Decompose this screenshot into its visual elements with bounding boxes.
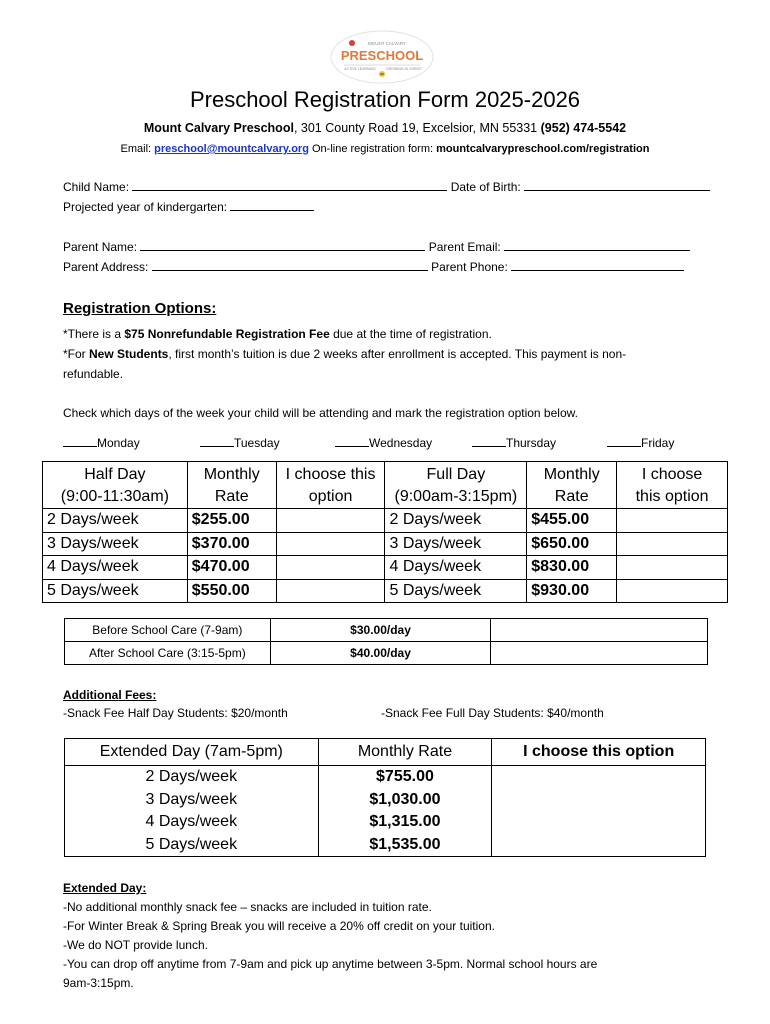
- care-label-cell: After School Care (3:15-5pm): [65, 642, 271, 665]
- tuesday-label: Tuesday: [234, 436, 280, 450]
- day-friday[interactable]: [607, 435, 674, 451]
- full-choose-title-2: this option: [635, 488, 709, 505]
- full-rate-cell: $930.00: [527, 579, 617, 603]
- email-link[interactable]: preschool@mountcalvary.org: [154, 143, 309, 155]
- half-choose-title-1: I choose this: [285, 466, 376, 483]
- fee-amount: $75 Nonrefundable Registration Fee: [124, 327, 330, 341]
- table-row: [65, 642, 708, 665]
- full-day-hours: (9:00am-3:15pm): [394, 488, 518, 505]
- full-rate-title-1: Monthly: [543, 466, 600, 483]
- day-tuesday[interactable]: [200, 435, 280, 451]
- extended-note-4: -You can drop off anytime from 7-9am and pick up anytime between 3-5pm. Normal school hours are: [63, 957, 598, 971]
- dob-label: Date of Birth:: [450, 180, 521, 194]
- extended-note-1: -No additional monthly snack fee – snacks are included in tuition rate.: [63, 900, 432, 914]
- page-title: Preschool Registration Form 2025-2026: [189, 87, 581, 112]
- child-name-field[interactable]: [132, 179, 447, 191]
- extended-days-cell: [65, 766, 319, 857]
- extended-notes-heading: Extended Day:: [63, 881, 147, 895]
- half-day-header: [43, 462, 188, 509]
- parent-phone-field[interactable]: [511, 259, 684, 271]
- child-name-label: Child Name:: [63, 180, 130, 194]
- extended-rate-header: Monthly Rate: [318, 739, 492, 766]
- half-days-cell: 5 Days/week: [43, 579, 188, 603]
- half-choose-cell[interactable]: [276, 532, 385, 556]
- extended-day-table: [64, 738, 706, 857]
- school-phone: (952) 474-5542: [540, 121, 627, 135]
- extended-choose-header: I choose this option: [492, 739, 706, 766]
- extended-rate-2: $755.00: [376, 768, 434, 785]
- full-rate-header: [527, 462, 617, 509]
- tuition-header-row: [43, 462, 728, 509]
- parent-address-label: Parent Address:: [63, 260, 149, 274]
- parent-name-label: Parent Name:: [63, 240, 138, 254]
- half-choose-cell[interactable]: [276, 556, 385, 580]
- extended-note-2: -For Winter Break & Spring Break you will receive a 20% off credit on your tuition.: [63, 919, 495, 933]
- day-thursday[interactable]: [472, 435, 556, 451]
- full-days-cell: 3 Days/week: [385, 532, 527, 556]
- full-days-cell: 2 Days/week: [385, 509, 527, 533]
- day-monday[interactable]: [63, 435, 140, 451]
- thursday-label: Thursday: [506, 436, 557, 450]
- logo-sub-left: ACTIVE LEARNING: [344, 67, 376, 71]
- half-rate-cell: $255.00: [187, 509, 276, 533]
- half-days-cell: 3 Days/week: [43, 532, 188, 556]
- school-address: , 301 County Road 19, Excelsior, MN 55331: [293, 121, 538, 135]
- full-rate-cell: $650.00: [527, 532, 617, 556]
- table-row: [65, 766, 706, 857]
- thursday-blank[interactable]: [472, 435, 506, 447]
- extended-day-header: Extended Day (7am-5pm): [65, 739, 319, 766]
- day-wednesday[interactable]: [335, 435, 432, 451]
- new-suffix: , first month’s tuition is due 2 weeks after enrollment is accepted. This payment is non-: [168, 347, 627, 361]
- half-choose-cell[interactable]: [276, 579, 385, 603]
- friday-blank[interactable]: [607, 435, 641, 447]
- fee-suffix: due at the time of registration.: [329, 327, 492, 341]
- logo-main-text: PRESCHOOL: [340, 48, 424, 63]
- half-rate-cell: $370.00: [187, 532, 276, 556]
- care-rate-cell: $40.00/day: [270, 642, 491, 665]
- extended-days-3: 3 Days/week: [145, 790, 238, 808]
- new-prefix: *For: [63, 347, 90, 361]
- extended-days-4: 4 Days/week: [145, 813, 238, 830]
- table-row: [43, 579, 728, 603]
- extended-choose-cell[interactable]: [492, 766, 706, 857]
- table-row: [43, 532, 728, 556]
- full-rate-cell: $455.00: [527, 509, 617, 533]
- extended-rate-cell: [318, 766, 492, 857]
- care-rate-cell: $30.00/day: [270, 619, 491, 642]
- new-student-line: [63, 346, 626, 362]
- new-student-line-2: refundable.: [63, 367, 124, 381]
- school-name: Mount Calvary Preschool: [143, 121, 294, 135]
- half-rate-title-2: Rate: [214, 488, 249, 505]
- check-days-line: Check which days of the week your child will be attending and mark the registration option below.: [63, 406, 578, 420]
- extended-note-5: 9am-3:15pm.: [63, 976, 134, 990]
- parent-email-field[interactable]: [504, 239, 690, 251]
- snack-fee-half: -Snack Fee Half Day Students: $20/month: [63, 706, 288, 720]
- parent-phone-label: Parent Phone:: [431, 260, 508, 274]
- parent-email-label: Parent Email:: [428, 240, 501, 254]
- new-students: New Students: [89, 347, 169, 361]
- extended-rate-4: $1,315.00: [369, 813, 441, 830]
- monday-blank[interactable]: [63, 435, 97, 447]
- half-choose-header: [276, 462, 385, 509]
- care-choose-cell[interactable]: [491, 619, 708, 642]
- half-days-cell: 4 Days/week: [43, 556, 188, 580]
- care-table: [64, 618, 708, 665]
- school-address-line: [0, 121, 770, 135]
- half-rate-title-1: Monthly: [203, 466, 260, 483]
- half-choose-title-2: option: [308, 488, 353, 505]
- contact-line: [0, 143, 770, 155]
- logo-top-text: MOUNT CALVARY: [368, 41, 406, 46]
- extended-rate-5: $1,535.00: [369, 835, 441, 853]
- extended-rate-3: $1,030.00: [369, 790, 441, 808]
- parent-address-row: [63, 259, 684, 275]
- full-choose-cell[interactable]: [617, 532, 728, 556]
- fee-line: [63, 326, 492, 342]
- care-label-cell: Before School Care (7-9am): [65, 619, 271, 642]
- half-rate-cell: $550.00: [187, 579, 276, 603]
- parent-address-field[interactable]: [152, 259, 428, 271]
- kindergarten-field[interactable]: [230, 199, 314, 211]
- online-label: On-line registration form:: [312, 143, 434, 155]
- dob-field[interactable]: [524, 179, 710, 191]
- full-rate-cell: $830.00: [527, 556, 617, 580]
- snack-fee-full: -Snack Fee Full Day Students: $40/month: [381, 706, 604, 720]
- wednesday-blank[interactable]: [335, 435, 369, 447]
- child-name-row: [63, 179, 710, 195]
- extended-note-3: -We do NOT provide lunch.: [63, 938, 208, 952]
- apple-icon: [349, 40, 355, 46]
- half-choose-cell[interactable]: [276, 509, 385, 533]
- kindergarten-row: [63, 199, 314, 215]
- parent-name-field[interactable]: [140, 239, 425, 251]
- half-rate-header: [187, 462, 276, 509]
- extended-days-5: 5 Days/week: [145, 835, 238, 853]
- table-row: [65, 619, 708, 642]
- extended-header-row: [65, 739, 706, 766]
- logo-sub-right: GROWING IN CHRIST: [386, 67, 422, 71]
- additional-fees-heading: Additional Fees:: [63, 688, 157, 702]
- preschool-logo: [330, 30, 434, 84]
- registration-heading: Registration Options:: [63, 300, 217, 317]
- full-choose-cell[interactable]: [617, 509, 728, 533]
- care-choose-cell[interactable]: [491, 642, 708, 665]
- half-day-title: Half Day: [84, 466, 146, 483]
- extended-days-2: 2 Days/week: [145, 768, 238, 785]
- email-label: Email:: [120, 143, 152, 155]
- wednesday-label: Wednesday: [369, 436, 433, 450]
- half-day-hours: (9:00-11:30am): [60, 488, 169, 505]
- full-days-cell: 5 Days/week: [385, 579, 527, 603]
- full-day-title: Full Day: [426, 466, 486, 483]
- table-row: [43, 509, 728, 533]
- online-url: mountcalvarypreschool.com/registration: [436, 143, 650, 155]
- half-rate-cell: $470.00: [187, 556, 276, 580]
- friday-label: Friday: [641, 436, 675, 450]
- fee-prefix: *There is a: [63, 327, 125, 341]
- full-choose-header: [617, 462, 728, 509]
- monday-label: Monday: [97, 436, 140, 450]
- half-days-cell: 2 Days/week: [43, 509, 188, 533]
- kindergarten-label: Projected year of kindergarten:: [63, 200, 228, 214]
- full-days-cell: 4 Days/week: [385, 556, 527, 580]
- full-choose-cell[interactable]: [617, 556, 728, 580]
- full-rate-title-2: Rate: [554, 488, 589, 505]
- tuition-table: [42, 461, 728, 603]
- full-day-header: [385, 462, 527, 509]
- full-choose-cell[interactable]: [617, 579, 728, 603]
- table-row: [43, 556, 728, 580]
- logo-graphic: [330, 30, 434, 84]
- tuesday-blank[interactable]: [200, 435, 234, 447]
- parent-name-row: [63, 239, 690, 255]
- full-choose-title-1: I choose: [641, 466, 703, 483]
